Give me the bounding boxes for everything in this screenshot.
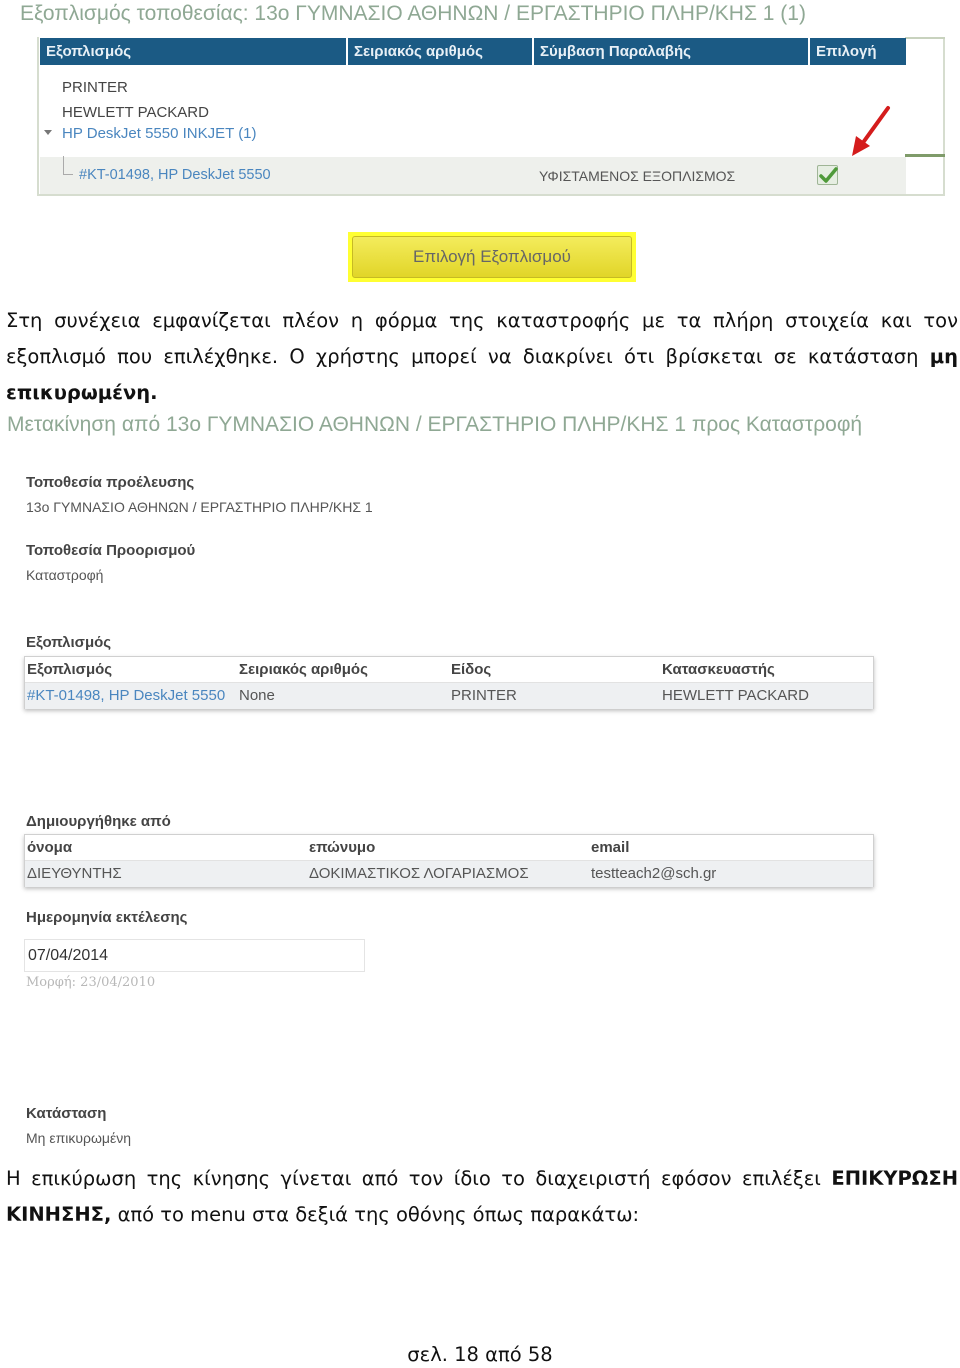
group-type: PRINTER [62,79,128,96]
frame-border [905,37,945,39]
select-equipment-button[interactable]: Επιλογή Εξοπλισμού [352,236,632,278]
created-by-label: Δημιουργήθηκε από [26,813,171,830]
origin-label: Τοποθεσία προέλευσης [26,474,195,491]
select-checkbox[interactable] [817,165,838,185]
created-by-table-header [25,835,873,861]
first-name-cell: ΔΙΕΥΘΥΝΤΗΣ [27,865,122,882]
column-serial-number[interactable]: Σειριακός αριθμός [348,38,534,65]
manufacturer-cell: HEWLETT PACKARD [662,687,809,704]
move-form-title: Μετακίνηση από 13ο ΓΥΜΝΑΣΙΟ ΑΘΗΝΩΝ / ΕΡΓΑΣΤΗΡΙΟ ΠΛΗΡ/ΚΗΣ 1 προς Καταστροφή [7,413,863,436]
tree-connector [63,174,73,175]
paragraph-text: από το menu στα δεξιά της οθόνης όπως παρακάτω: [111,1203,640,1226]
execution-date-label: Ημερομηνία εκτέλεσης [26,909,188,926]
serial-number-cell: None [239,687,275,704]
paragraph-line [6,339,958,375]
column-equipment: Εξοπλισμός [27,661,113,678]
created-by-table [24,834,874,887]
red-arrow-icon [846,104,894,160]
paragraph-line [6,375,958,411]
status-label: Κατάσταση [26,1105,107,1122]
execution-date-input[interactable]: 07/04/2014 [24,939,365,972]
paragraph-bold: επικυρωμένη. [6,381,158,404]
equipment-label: Εξοπλισμός [26,634,112,651]
table-row [25,861,873,887]
type-cell: PRINTER [451,687,517,704]
table-row [25,683,873,709]
check-icon [818,166,839,186]
email-cell: testteach2@sch.gr [591,865,717,882]
paragraph-validation [6,1161,958,1233]
select-equipment-button-highlight [348,232,636,282]
column-equipment[interactable]: Εξοπλισμός [40,38,348,65]
column-last-name: επώνυμο [309,839,376,856]
equipment-location-title: Εξοπλισμός τοποθεσίας: 13ο ΓΥΜΝΑΣΙΟ ΑΘΗΝΩΝ / ΕΡΓΑΣΤΗΡΙΟ ΠΛΗΡ/ΚΗΣ 1 (1) [20,2,806,25]
equipment-table-header [25,657,873,683]
destination-value: Καταστροφή [26,567,104,583]
equipment-row-name[interactable]: #KT-01498, HP DeskJet 5550 [79,167,271,183]
paragraph-intro [6,303,958,411]
group-model-link[interactable]: HP DeskJet 5550 INKJET (1) [62,125,257,142]
column-first-name: όνομα [27,839,73,856]
paragraph-bold: μη [929,345,958,368]
column-manufacturer: Κατασκευαστής [662,661,775,678]
equipment-link[interactable]: #KT-01498, HP DeskJet 5550 [27,687,226,704]
status-value: Μη επικυρωμένη [26,1130,131,1146]
collapse-arrow-icon[interactable] [44,130,52,135]
paragraph-line [6,1197,958,1233]
paragraph-bold: ΕΠΙΚΥΡΩΣΗ [831,1167,959,1190]
equipment-table-header [40,38,906,65]
date-format-hint: Μορφή: 23/04/2010 [26,975,156,990]
tree-connector [63,156,64,174]
column-type: Είδος [451,661,492,678]
paragraph-bold: ΚΙΝΗΣΗΣ, [6,1203,112,1226]
column-serial-number: Σειριακός αριθμός [239,661,368,678]
page-number: σελ. 18 από 58 [407,1343,553,1366]
equipment-table [24,656,874,709]
origin-value: 13ο ΓΥΜΝΑΣΙΟ ΑΘΗΝΩΝ / ΕΡΓΑΣΤΗΡΙΟ ΠΛΗΡ/ΚΗΣ 1 [26,499,373,515]
paragraph-text: Η επικύρωση της κίνησης γίνεται από τον ίδιο το διαχειριστή εφόσον επιλέξει [6,1167,821,1190]
paragraph-text: εξοπλισμό που επιλέχθηκε. Ο χρήστης μπορεί να διακρίνει ότι βρίσκεται σε κατάσταση [6,345,919,368]
last-name-cell: ΔΟΚΙΜΑΣΤΙΚΟΣ ΛΟΓΑΡΙΑΣΜΟΣ [309,865,529,882]
paragraph-line: Στη συνέχεια εμφανίζεται πλέον η φόρμα της καταστροφής με τα πλήρη στοιχεία και τον [6,309,958,332]
column-select[interactable]: Επιλογή [816,43,877,60]
group-maker: HEWLETT PACKARD [62,104,209,121]
column-email: email [591,839,630,856]
destination-label: Τοποθεσία Προορισμού [26,542,196,559]
column-contract[interactable]: Σύμβαση Παραλαβής [534,38,810,65]
paragraph-line [6,1161,958,1197]
equipment-row-contract: ΥΦΙΣΤΑΜΕΝΟΣ ΕΞΟΠΛΙΣΜΟΣ [539,168,736,184]
selection-bar [905,154,945,157]
